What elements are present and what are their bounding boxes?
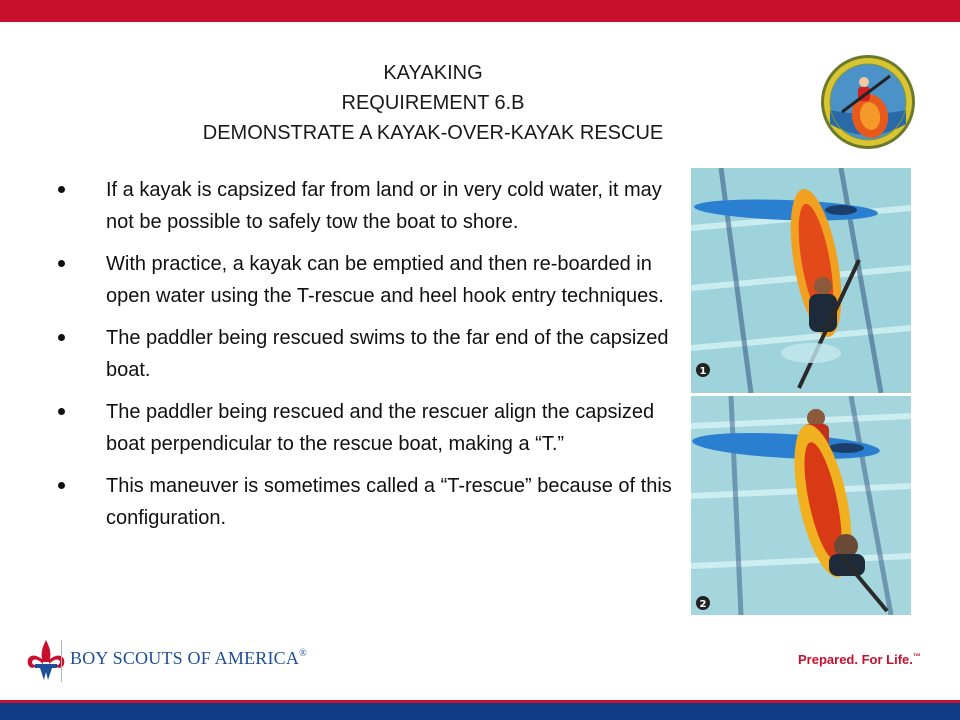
- bullet-text: The paddler being rescued swims to the far end of the capsized boat.: [106, 327, 669, 381]
- bullet-dot: [58, 408, 65, 415]
- footer-motto: [798, 652, 921, 667]
- motto-trademark: ™: [912, 652, 921, 661]
- bullet-text: With practice, a kayak can be emptied and then re-boarded in open water using the T-rescue and heel hook entry techniques.: [106, 253, 664, 307]
- bullet-dot: [58, 334, 65, 341]
- bullet-item: [58, 174, 678, 238]
- bullet-dot: [58, 186, 65, 193]
- slide-title: [150, 58, 716, 148]
- footer-org-name: [70, 648, 307, 669]
- title-line-3: DEMONSTRATE A KAYAK-OVER-KAYAK RESCUE: [202, 122, 664, 144]
- rescue-photo-step-2: [691, 396, 911, 615]
- rescue-photo-step-1: [691, 168, 911, 393]
- step-number-1: 1: [699, 366, 707, 377]
- bullet-dot: [58, 260, 65, 267]
- bullet-text: If a kayak is capsized far from land or in very cold water, it may not be possible to safely tow the boat to shore.: [106, 179, 662, 233]
- org-name-text: BOY SCOUTS OF AMERICA: [70, 648, 300, 668]
- top-red-bar: [0, 0, 960, 22]
- bullet-item: [58, 322, 678, 386]
- bsa-fleur-de-lis-logo: [22, 638, 70, 682]
- bullet-dot: [58, 482, 65, 489]
- bullet-item: [58, 248, 678, 312]
- step-number-2: 2: [699, 599, 707, 610]
- bullet-text: The paddler being rescued and the rescuer align the capsized boat perpendicular to the rescue boat, making a “T.”: [106, 401, 655, 455]
- motto-text: Prepared. For Life.: [798, 652, 913, 667]
- bullet-item: [58, 396, 678, 460]
- bullet-list: [58, 174, 678, 544]
- kayaking-merit-badge: [820, 54, 916, 150]
- registered-mark: ®: [299, 648, 307, 659]
- title-line-2: REQUIREMENT 6.B: [341, 92, 525, 114]
- title-line-1: KAYAKING: [383, 62, 483, 84]
- bullet-item: [58, 470, 678, 534]
- bottom-blue-bar: [0, 700, 960, 720]
- bullet-text: This maneuver is sometimes called a “T-rescue” because of this configuration.: [106, 475, 672, 529]
- footer-divider: [61, 640, 62, 682]
